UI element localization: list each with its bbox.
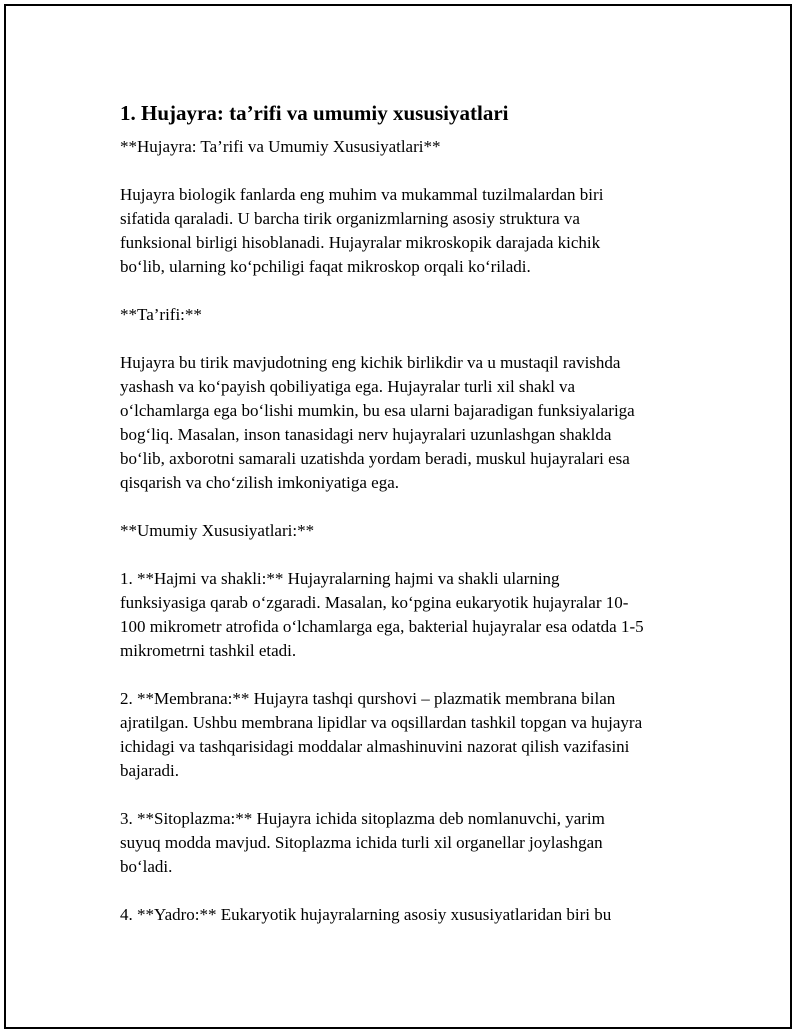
text-line: funksional birligi hisoblanadi. Hujayralar mikroskopik darajada kichik xyxy=(120,233,601,252)
text-line: **Umumiy Xususiyatlari:** xyxy=(120,521,315,540)
text-line: ajratilgan. Ushbu membrana lipidlar va oqsillardan tashkil topgan va hujayra xyxy=(120,713,643,732)
paragraph-item-cytoplasm xyxy=(120,807,680,879)
section-heading: 1. Hujayra: ta’rifi va umumiy xususiyatlari xyxy=(120,101,509,125)
paragraph-item-size xyxy=(120,567,680,663)
text-line: **Ta’rifi:** xyxy=(120,305,202,324)
text-line: bog‘liq. Masalan, inson tanasidagi nerv hujayralari uzunlashgan shaklda xyxy=(120,425,612,444)
paragraph-properties-label xyxy=(120,519,680,543)
text-line: Hujayra bu tirik mavjudotning eng kichik birlikdir va u mustaqil ravishda xyxy=(120,353,621,372)
text-line: bo‘ladi. xyxy=(120,857,173,876)
text-line: funksiyasiga qarab o‘zgaradi. Masalan, ko‘pgina eukaryotik hujayralar 10- xyxy=(120,593,629,612)
paragraph-title-bold xyxy=(120,135,680,159)
text-line: yashash va ko‘payish qobiliyatiga ega. Hujayralar turli xil shakl va xyxy=(120,377,576,396)
text-line: bo‘lib, ularning ko‘pchiligi faqat mikroskop orqali ko‘riladi. xyxy=(120,257,531,276)
paragraph-intro xyxy=(120,183,680,279)
paragraph-definition-label xyxy=(120,303,680,327)
page-frame xyxy=(4,4,792,1029)
text-line: ichidagi va tashqarisidagi moddalar almashinuvini nazorat qilish vazifasini xyxy=(120,737,630,756)
text-line: 3. **Sitoplazma:** Hujayra ichida sitoplazma deb nomlanuvchi, yarim xyxy=(120,809,605,828)
paragraph-item-membrane xyxy=(120,687,680,783)
paragraph-definition xyxy=(120,351,680,495)
text-line: mikrometrni tashkil etadi. xyxy=(120,641,297,660)
paragraph-item-nucleus xyxy=(120,903,680,927)
document-body xyxy=(120,99,680,951)
text-line: 2. **Membrana:** Hujayra tashqi qurshovi – plazmatik membrana bilan xyxy=(120,689,616,708)
text-line: 100 mikrometr atrofida o‘lchamlarga ega, bakterial hujayralar esa odatda 1-5 xyxy=(120,617,644,636)
text-line: suyuq modda mavjud. Sitoplazma ichida turli xil organellar joylashgan xyxy=(120,833,603,852)
text-line: qisqarish va cho‘zilish imkoniyatiga ega. xyxy=(120,473,400,492)
text-line: sifatida qaraladi. U barcha tirik organizmlarning asosiy struktura va xyxy=(120,209,580,228)
text-line: **Hujayra: Ta’rifi va Umumiy Xususiyatlari** xyxy=(120,137,441,156)
text-line: bajaradi. xyxy=(120,761,179,780)
text-line: o‘lchamlarga ega bo‘lishi mumkin, bu esa ularni bajaradigan funksiyalariga xyxy=(120,401,635,420)
text-line: 4. **Yadro:** Eukaryotik hujayralarning asosiy xususiyatlaridan biri bu xyxy=(120,905,612,924)
text-line: Hujayra biologik fanlarda eng muhim va mukammal tuzilmalardan biri xyxy=(120,185,604,204)
text-line: bo‘lib, axborotni samarali uzatishda yordam beradi, muskul hujayralari esa xyxy=(120,449,630,468)
text-line: 1. **Hajmi va shakli:** Hujayralarning hajmi va shakli ularning xyxy=(120,569,560,588)
